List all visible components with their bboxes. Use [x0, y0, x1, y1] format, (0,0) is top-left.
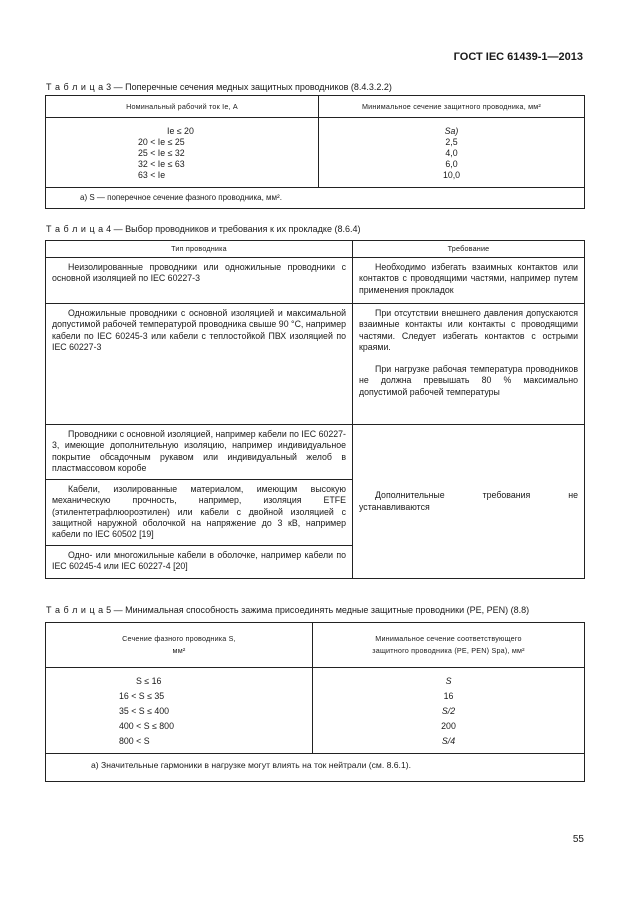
table-row: S [445, 676, 452, 686]
table5-footnote: a) Значительные гармоники в нагрузке могут влиять на ток нейтрали (см. 8.6.1). [46, 754, 585, 782]
table5-protective-column [313, 668, 585, 754]
table4-col1-header: Тип проводника [46, 241, 353, 258]
table4-row2-type: Одножильные проводники с основной изоляцией и максимальной допустимой рабочей температурой проводника свыше 90 °С, например кабели по IEC 60245-3 или кабели с теплостойкой ПВХ изоляцией по IEC 60227-3 [46, 304, 353, 425]
table-row: Ie ≤ 20 [167, 126, 194, 136]
table4-row1-requirement: Необходимо избегать взаимных контактов или контактов с проводящими частями, например путем применения прокладок [353, 258, 585, 304]
table4-col2-header: Требование [353, 241, 585, 258]
table3-section-column [319, 118, 585, 188]
table5-phase-column [46, 668, 313, 754]
table4-row1-type: Неизолированные проводники или одножильные проводники с основной изоляцией по IEC 60227-3 [46, 258, 353, 304]
table-row: 10,0 [442, 170, 461, 180]
table-row: 16 [443, 691, 454, 701]
table4 [45, 240, 585, 579]
table-row: 200 [441, 721, 456, 731]
table3-current-column [46, 118, 319, 188]
table-row: 2,5 [445, 137, 458, 147]
table4-row5-type: Одно- или многожильные кабели в оболочке, например кабели по IEC 60245-4 или IEC 60227-4 [20] [46, 546, 353, 579]
table-row: S ≤ 16 [136, 676, 162, 686]
table-row: 32 < Ie ≤ 63 [138, 159, 185, 169]
table5 [45, 622, 585, 782]
table-row: 16 < S ≤ 35 [119, 691, 165, 701]
table-row: 800 < S [119, 736, 150, 746]
table-row: S/2 [441, 706, 456, 716]
table-row: 63 < Ie [138, 170, 166, 180]
table3 [45, 95, 585, 209]
table3-col2-header: Минимальное сечение защитного проводника, мм² [319, 96, 585, 118]
table-row: 35 < S ≤ 400 [119, 706, 170, 716]
table3-caption: Т а б л и ц а 3 — Поперечные сечения медных защитных проводников (8.4.3.2.2) [46, 82, 392, 92]
table-row: 25 < Ie ≤ 32 [138, 148, 185, 158]
table4-row3-type: Проводники с основной изоляцией, например кабели по IEC 60227-3, имеющие дополнительную изоляцию, например индивидуальное покрытие обсадочным рукавом или индивидуальный желоб в пластмассовом коробе [46, 425, 353, 480]
table4-caption: Т а б л и ц а 4 — Выбор проводников и требования к их прокладке (8.6.4) [46, 224, 361, 234]
table3-footnote: a) S — поперечное сечение фазного проводника, мм². [46, 188, 585, 209]
table-row: Sa) [444, 126, 459, 136]
table4-rows345-requirement: Дополнительные требования не устанавливаются [353, 425, 585, 579]
table-row: S/4 [441, 736, 456, 746]
standard-designation: ГОСТ IEC 61439-1—2013 [453, 51, 583, 63]
table-row: 6,0 [445, 159, 458, 169]
table-row: 400 < S ≤ 800 [119, 721, 174, 731]
table4-row4-type: Кабели, изолированные материалом, имеющим высокую механическую прочность, например, изоляция ETFE (этилентетрафлюороэтилен) или кабели с двойной изоляцией с защитной наружной оболочкой на напряжение до 3 кВ, например кабели по IEC 60502 [19] [46, 480, 353, 546]
page-number: 55 [572, 834, 584, 845]
table5-caption: Т а б л и ц а 5 — Минимальная способность зажима присоединять медные защитные проводники (PE, PEN) (8.8) [46, 605, 530, 615]
table5-col1-header: Сечение фазного проводника S, мм² [46, 623, 313, 668]
table4-row2-requirement: При отсутствии внешнего давления допускаются взаимные контакты или контакты с проводящими частями. Следует избегать контактов с острыми краями. При нагрузке рабочая температура проводников не должна превышать 80 % максимально допустимой рабочей температуры [353, 304, 585, 425]
table-row: 4,0 [445, 148, 458, 158]
table3-col1-header: Номинальный рабочий ток Ie, А [46, 96, 319, 118]
table5-col2-header: Минимальное сечение соответствующего защитного проводника (PE, PEN) Spa), мм² [313, 623, 585, 668]
table-row: 20 < Ie ≤ 25 [138, 137, 185, 147]
